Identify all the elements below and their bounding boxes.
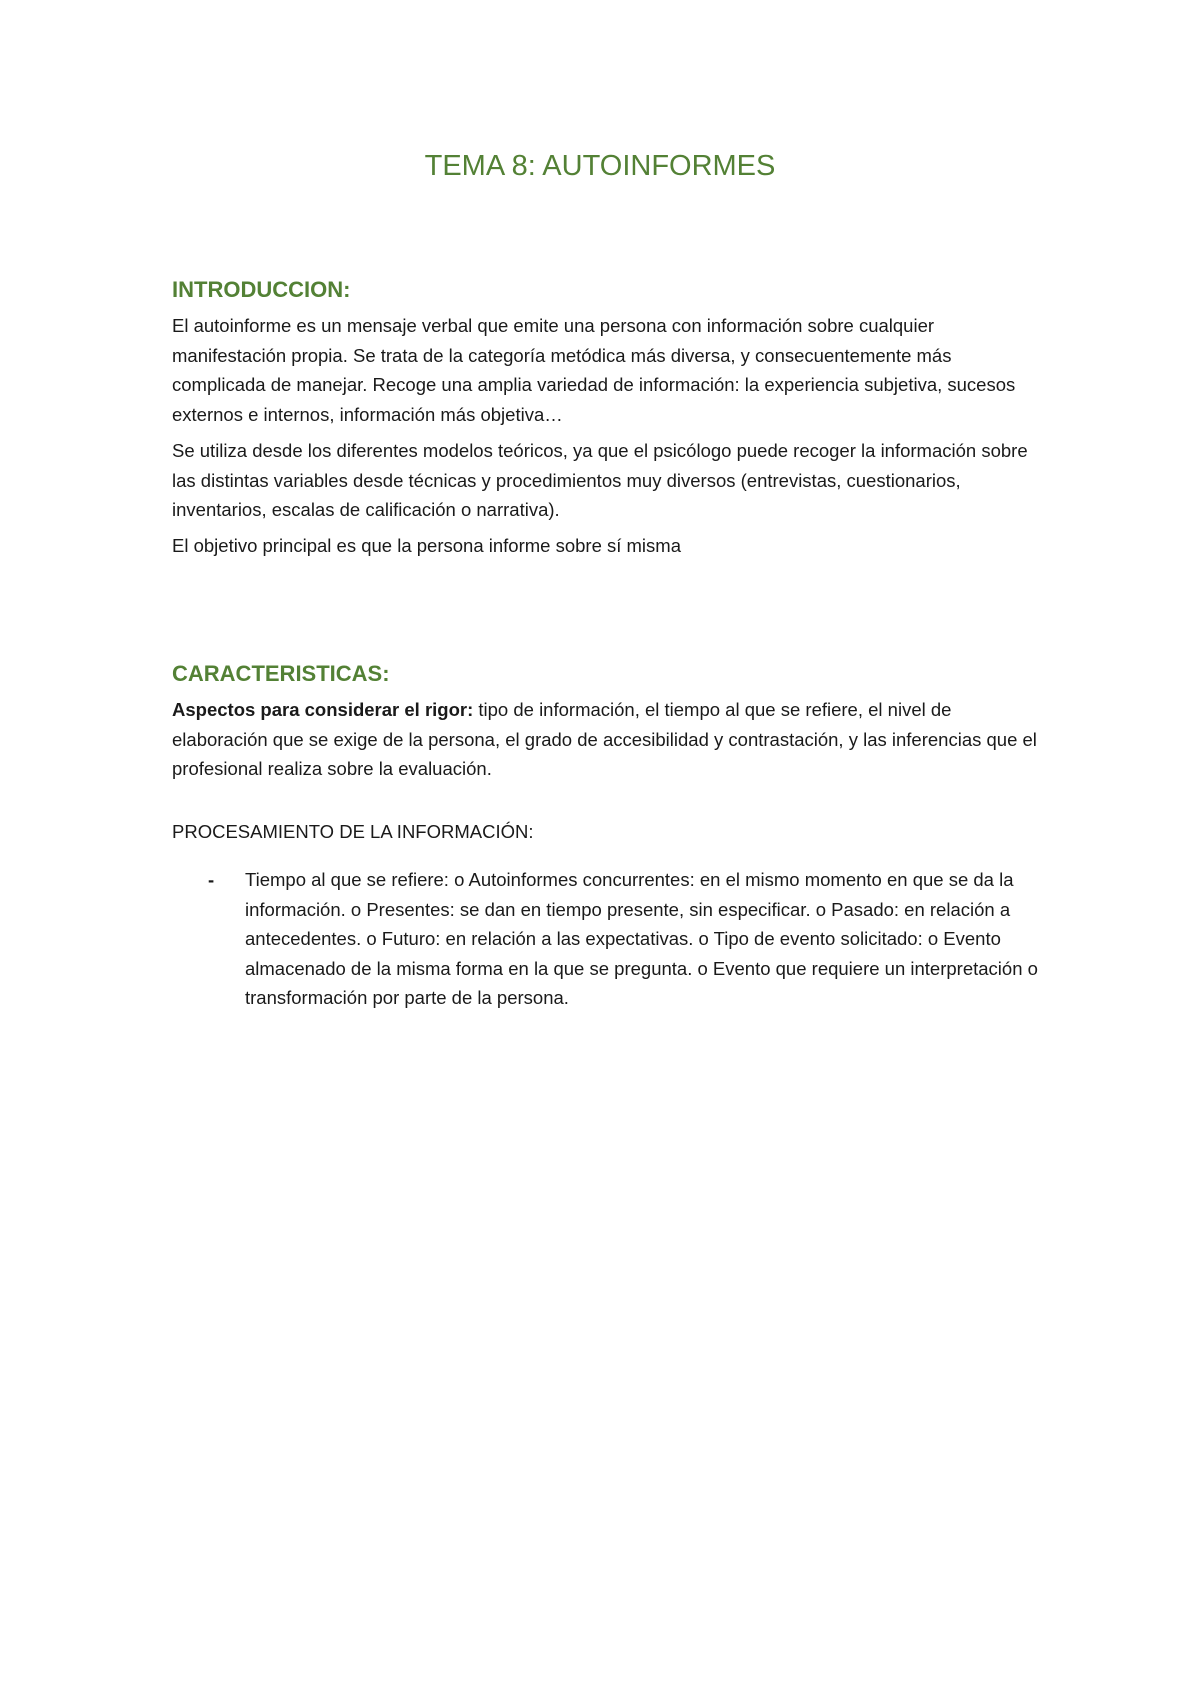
procesamiento-list bbox=[172, 865, 1038, 1013]
procesamiento-heading: PROCESAMIENTO DE LA INFORMACIÓN: bbox=[172, 821, 534, 842]
section-heading-caracteristicas: CARACTERISTICAS: bbox=[172, 661, 390, 686]
intro-paragraph-1: El autoinforme es un mensaje verbal que emite una persona con información sobre cualquier manifestación propia. Se trata de la categoría metódica más diversa, y consecuentemente más complicada de manejar. Recoge una amplia variedad de información: la experiencia subjetiva, sucesos externos e internos, información más objetiva… bbox=[172, 315, 1016, 425]
intro-paragraph-2: Se utiliza desde los diferentes modelos teóricos, ya que el psicólogo puede recoger la información sobre las distintas variables desde técnicas y procedimientos muy diversos (entrevistas, cuestionarios, inventarios, escalas de calificación o narrativa). bbox=[172, 440, 1028, 520]
list-item bbox=[172, 865, 1038, 1013]
rigor-text: tipo de información, el tiempo al que se refiere, el nivel de elaboración que se exige de la persona, el grado de accesibilidad y contrastación, y las inferencias que el profesional realiza sobre la evaluación. bbox=[172, 699, 1037, 779]
bullet-dash-icon: - bbox=[208, 869, 215, 890]
rigor-paragraph bbox=[172, 695, 1038, 784]
section-heading-introduccion: INTRODUCCION: bbox=[172, 277, 351, 302]
rigor-label: Aspectos para considerar el rigor: bbox=[172, 699, 474, 720]
list-item-text: Tiempo al que se refiere: o Autoinformes concurrentes: en el mismo momento en que se da la información. o Presentes: se dan en tiempo presente, sin especificar. o Pasado: en relación a antecedentes. o Futuro: en relación a las expectativas. o Tipo de evento solicitado: o Evento almacenado de la misma forma en la que se pregunta. o Evento que requiere un interpretación o transformación por parte de la persona. bbox=[245, 869, 1038, 1008]
document-title: TEMA 8: AUTOINFORMES bbox=[424, 150, 776, 182]
intro-paragraph-3: El objetivo principal es que la persona informe sobre sí misma bbox=[172, 535, 681, 556]
